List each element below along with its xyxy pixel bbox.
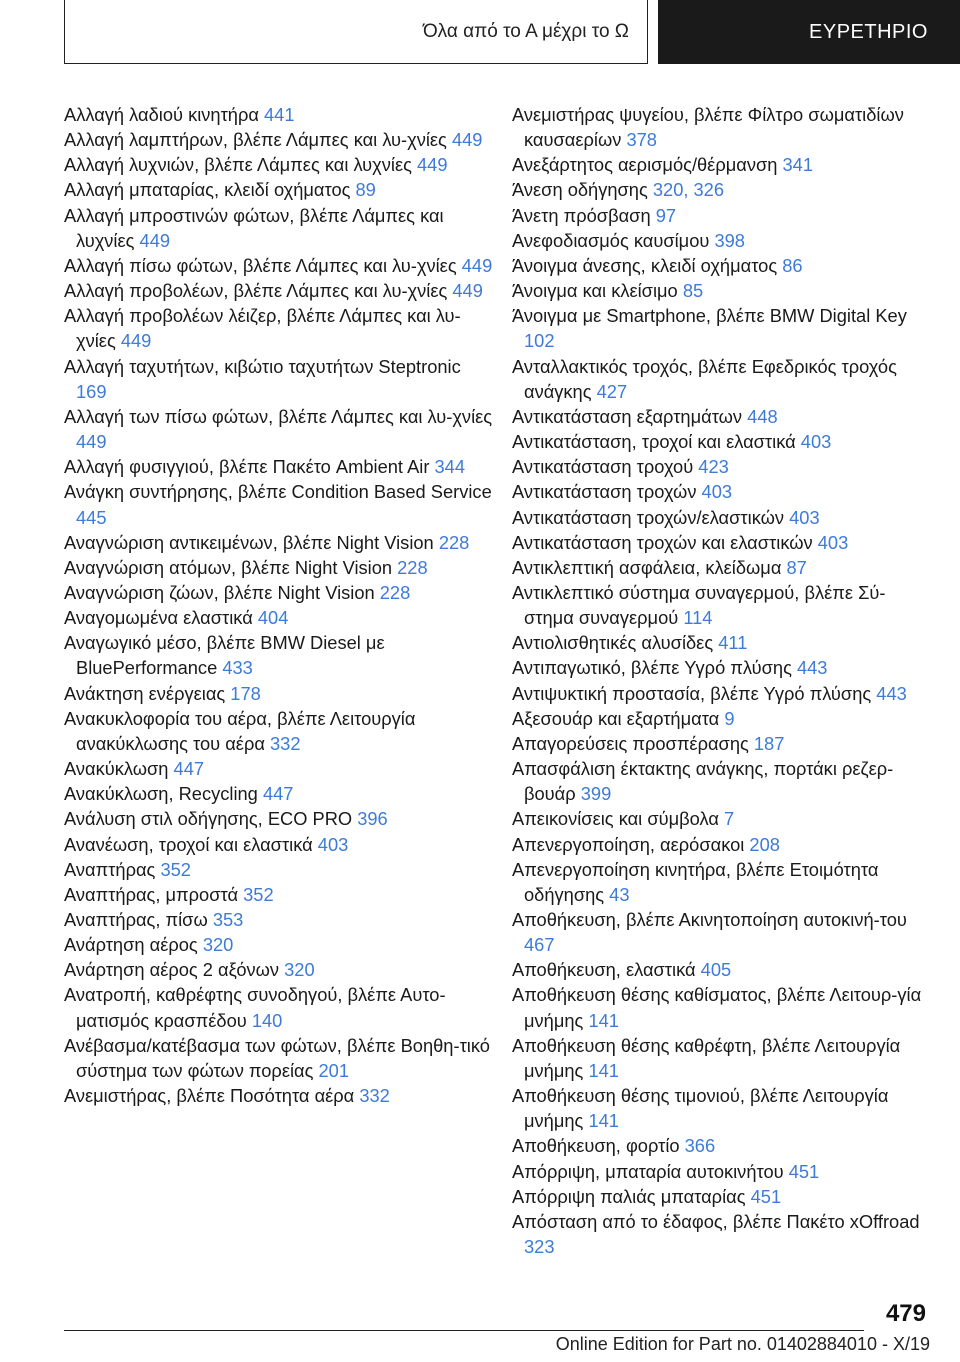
index-entry-text: Απόσταση από το έδαφος, βλέπε Πακέτο xOffroad — [512, 1210, 920, 1232]
index-entry-text: Ανακύκλωση, Recycling — [64, 783, 263, 805]
index-page-link[interactable]: 228 — [379, 581, 411, 603]
index-page-link[interactable]: 89 — [355, 179, 376, 201]
index-entry-text: Αντικατάσταση τροχού — [512, 456, 699, 478]
index-entry — [64, 404, 494, 454]
index-page-link[interactable]: 323 — [524, 1236, 555, 1258]
index-entry-text: Απασφάλιση έκτακτης ανάγκης, πορτάκι ρεζερ‐βουάρ — [512, 758, 894, 805]
index-entry-text: Ανεμιστήρας, βλέπε Ποσότητα αέρα — [64, 1085, 360, 1107]
index-entry — [512, 857, 932, 907]
header-section-tab[interactable] — [658, 0, 960, 64]
index-entry — [64, 630, 494, 680]
index-entry — [512, 1033, 932, 1083]
header-section-label: ΕΥΡΕΤΗΡΙΟ — [809, 20, 928, 43]
index-entry-text: Άνεση οδήγησης — [512, 179, 653, 201]
index-page-link[interactable]: 9 — [724, 707, 735, 729]
index-entry — [64, 177, 494, 202]
index-entry-text: Ανακυκλοφορία του αέρα, βλέπε Λειτουργία ανακύκλωσης του αέρα — [64, 707, 416, 754]
index-entry-text: Αντικατάσταση, τροχοί και ελαστικά — [512, 431, 801, 453]
index-entry — [64, 681, 494, 706]
index-entry-text: Αλλαγή προβολέων λέιζερ, βλέπε Λάμπες και λυ‐χνίες — [64, 305, 461, 352]
index-entry — [64, 932, 494, 957]
index-entry — [64, 303, 494, 353]
index-entry — [64, 102, 494, 127]
index-entry — [64, 832, 494, 857]
index-page-link[interactable]: 433 — [222, 657, 253, 679]
index-entry-text: Ανάρτηση αέρος 2 αξόνων — [64, 959, 285, 981]
index-entry — [64, 530, 494, 555]
index-entry-text: Αλλαγή λυχνιών, βλέπε Λάμπες και λυχνίες — [64, 154, 417, 176]
index-entry-text: Άνοιγμα με Smartphone, βλέπε BMW Digital Key — [512, 305, 907, 327]
index-page-link[interactable]: 332 — [359, 1085, 390, 1107]
index-page-link[interactable]: 141 — [588, 1059, 619, 1081]
index-page-link[interactable]: 320 — [202, 934, 234, 956]
index-entry-text: Άνοιγμα άνεσης, κλειδί οχήματος — [512, 254, 783, 276]
index-entry-text: Ανεμιστήρας ψυγείου, βλέπε Φίλτρο σωματιδίων καυσαερίων — [512, 104, 904, 151]
index-page-link[interactable]: 405 — [700, 959, 732, 981]
index-page-link[interactable]: 208 — [749, 833, 780, 855]
index-entry — [64, 203, 494, 253]
index-entry — [512, 832, 932, 857]
index-entry-text: Αλλαγή μπαταρίας, κλειδί οχήματος — [64, 179, 356, 201]
index-page-link[interactable]: 451 — [750, 1185, 782, 1207]
index-entry-text: Αντικατάσταση τροχών/ελαστικών — [512, 506, 790, 528]
index-entry-text: Αλλαγή πίσω φώτων, βλέπε Λάμπες και λυ‐χνίες — [64, 254, 462, 276]
index-page-link[interactable]: 449 — [452, 280, 483, 302]
page-number: 479 — [885, 1300, 926, 1327]
index-page-link[interactable]: 403 — [701, 481, 733, 503]
index-entry-text: Απόρριψη, μπαταρία αυτοκινήτου — [512, 1160, 789, 1182]
index-page-link[interactable]: 86 — [782, 254, 803, 276]
index-entry — [512, 555, 932, 580]
index-page-link[interactable]: 341 — [782, 154, 814, 176]
index-entry — [512, 505, 932, 530]
index-page-link[interactable]: 141 — [588, 1009, 619, 1031]
index-entry-text: Ανέβασμα/κατέβασμα των φώτων, βλέπε Βοηθη‐τικό σύστημα των φώτων πορείας — [64, 1034, 490, 1081]
index-page-link[interactable]: 399 — [580, 783, 612, 805]
index-page-link[interactable]: 449 — [461, 254, 493, 276]
index-entry — [64, 152, 494, 177]
index-page-link[interactable]: 228 — [438, 531, 470, 553]
index-entry-text: Απόρριψη παλιάς μπαταρίας — [512, 1185, 751, 1207]
index-entry-text: Αντικατάσταση εξαρτημάτων — [512, 405, 748, 427]
index-entry — [512, 806, 932, 831]
index-entry-text: Αλλαγή λαδιού κινητήρα — [64, 104, 265, 125]
index-column-right — [512, 102, 932, 1259]
index-page-link[interactable]: 404 — [257, 607, 289, 629]
index-entry — [64, 605, 494, 630]
index-entry-text: Αναπτήρας, μπροστά — [64, 883, 244, 905]
index-page-link[interactable]: 169 — [76, 380, 107, 402]
index-entry — [512, 756, 932, 806]
index-entry — [512, 530, 932, 555]
index-entry — [512, 479, 932, 504]
index-entry-text: Αλλαγή προβολέων, βλέπε Λάμπες και λυ‐χνίες — [64, 280, 453, 302]
index-entry-text: Αναπτήρας — [64, 858, 161, 880]
index-entry-text: Αναγνώριση ζώων, βλέπε Night Vision — [64, 581, 380, 603]
index-page-link[interactable]: 398 — [714, 229, 745, 251]
index-entry — [512, 429, 932, 454]
index-page-link[interactable]: 102 — [524, 330, 555, 352]
index-page-link[interactable]: 449 — [451, 129, 483, 151]
index-page-link[interactable]: 87 — [786, 556, 807, 578]
index-page-link[interactable]: 451 — [788, 1160, 820, 1182]
index-page-link[interactable]: 353 — [212, 909, 244, 930]
index-entry-text: Αποθήκευση, ελαστικά — [512, 959, 701, 981]
index-entry — [64, 354, 494, 404]
index-entry-text: Αποθήκευση, φορτίο — [512, 1135, 685, 1157]
index-entry-text: Ανάκτηση ενέργειας — [64, 682, 231, 704]
index-entry — [64, 882, 494, 907]
index-entry-text: Ανάρτηση αέρος — [64, 934, 203, 956]
index-entry — [512, 203, 932, 228]
index-entry — [512, 630, 932, 655]
index-entry — [64, 957, 494, 982]
index-entry-text: Αλλαγή φυσιγγιού, βλέπε Πακέτο Ambient Air — [64, 456, 435, 478]
index-entry — [512, 1133, 932, 1158]
index-entry — [512, 152, 932, 177]
index-entry — [512, 303, 932, 353]
index-entry-text: Αντιψυκτική προστασία, βλέπε Υγρό πλύσης — [512, 682, 877, 704]
index-entry-text: Ανάλυση στιλ οδήγησης, ECO PRO — [64, 808, 358, 830]
index-entry-text: Αποθήκευση, βλέπε Ακινητοποίηση αυτοκινή‐του — [512, 909, 907, 930]
index-entry-text: Αναγομωμένα ελαστικά — [64, 607, 258, 629]
index-page-link[interactable]: 140 — [251, 1009, 283, 1031]
index-entry — [512, 580, 932, 630]
index-entry-text: Αντικατάσταση τροχών και ελαστικών — [512, 531, 818, 553]
index-entry — [512, 681, 932, 706]
index-entry — [512, 354, 932, 404]
index-entry-text: Αποθήκευση θέσης καθρέφτη, βλέπε Λειτουργία μνήμης — [512, 1034, 901, 1081]
index-entry — [512, 982, 932, 1032]
index-page-link[interactable]: 141 — [588, 1110, 619, 1132]
index-entry-text: Αποθήκευση θέσης τιμονιού, βλέπε Λειτουργία μνήμης — [512, 1085, 889, 1132]
index-entry — [512, 253, 932, 278]
index-page-link[interactable]: 332 — [270, 732, 301, 754]
index-page-link[interactable]: 403 — [317, 833, 349, 855]
index-entry — [64, 253, 494, 278]
index-page-link[interactable]: 403 — [817, 531, 849, 553]
index-entry — [64, 982, 494, 1032]
index-page-link[interactable]: 403 — [800, 431, 832, 453]
index-page-link[interactable]: 423 — [698, 456, 729, 478]
index-page-link[interactable]: 97 — [655, 204, 677, 226]
index-entry — [64, 706, 494, 756]
index-entry — [64, 454, 494, 479]
index-page-link[interactable]: 447 — [173, 758, 205, 780]
index-page-link[interactable]: 378 — [626, 129, 657, 151]
index-page-link[interactable]: 449 — [417, 154, 448, 176]
index-entry-text: Αντικλεπτικό σύστημα συναγερμού, βλέπε Σύ‐στημα συναγερμού — [512, 581, 886, 629]
index-page-link[interactable]: 85 — [682, 280, 704, 302]
index-entry-text: Αντιολισθητικές αλυσίδες — [512, 632, 719, 654]
index-page-link[interactable]: 352 — [243, 883, 274, 905]
index-page-link[interactable]: 201 — [318, 1059, 350, 1081]
index-page-link[interactable]: 228 — [397, 556, 428, 578]
header-title: Όλα από το Α μέχρι το Ω — [422, 20, 629, 42]
index-page-link[interactable]: 448 — [747, 405, 778, 427]
index-entry-text: Άνοιγμα και κλείσιμο — [512, 280, 683, 302]
index-entry — [64, 580, 494, 605]
index-entry — [64, 479, 494, 529]
index-entry — [512, 655, 932, 680]
index-page-link[interactable]: 449 — [76, 431, 107, 453]
index-page-link[interactable]: 447 — [262, 783, 294, 805]
index-entry — [64, 781, 494, 806]
index-entry — [512, 731, 932, 756]
index-page-link[interactable]: 403 — [789, 506, 820, 528]
index-entry — [512, 907, 932, 957]
index-entry — [512, 102, 932, 152]
index-entry-text: Ανεφοδιασμός καυσίμου — [512, 229, 715, 251]
index-page-link[interactable]: 178 — [230, 682, 261, 704]
index-entry-text: Αναγνώριση ατόμων, βλέπε Night Vision — [64, 556, 398, 578]
index-page-link[interactable]: 443 — [796, 657, 828, 679]
index-entry — [64, 857, 494, 882]
index-page-link[interactable]: 187 — [753, 732, 785, 754]
index-entry-text: Απενεργοποίηση κινητήρα, βλέπε Ετοιμότητα οδήγησης — [512, 858, 879, 905]
index-page-link[interactable]: 443 — [876, 682, 907, 704]
index-page-link[interactable]: 427 — [596, 380, 628, 402]
index-entry-text: Αναγωγικό μέσο, βλέπε BMW Diesel με BluePerformance — [64, 632, 385, 679]
index-entry — [512, 454, 932, 479]
index-entry-text: Ανεξάρτητος αερισμός/θέρμανση — [512, 154, 783, 176]
index-entry — [512, 228, 932, 253]
index-entry-text: Απαγορεύσεις προσπέρασης — [512, 732, 754, 754]
index-entry-text: Άνετη πρόσβαση — [512, 204, 656, 226]
index-column-left — [64, 102, 494, 1108]
index-entry — [64, 806, 494, 831]
index-entry — [512, 957, 932, 982]
index-entry — [512, 706, 932, 731]
index-entry — [512, 404, 932, 429]
index-entry-text: Αποθήκευση θέσης καθίσματος, βλέπε Λειτουρ‐γία μνήμης — [512, 984, 922, 1031]
index-entry — [64, 1083, 494, 1108]
index-entry-text: Ανανέωση, τροχοί και ελαστικά — [64, 833, 318, 855]
index-entry-text: Αλλαγή ταχυτήτων, κιβώτιο ταχυτήτων Steptronic — [64, 355, 461, 377]
index-entry — [512, 1083, 932, 1133]
index-entry-text: Ανάγκη συντήρησης, βλέπε Condition Based Service — [64, 481, 492, 503]
index-page-link[interactable]: 344 — [434, 456, 466, 478]
index-entry-text: Αλλαγή λαμπτήρων, βλέπε Λάμπες και λυ‐χνίες — [64, 129, 452, 151]
index-entry — [512, 177, 932, 202]
index-entry — [512, 1184, 932, 1209]
index-entry-text: Απεικονίσεις και σύμβολα — [512, 808, 724, 830]
index-entry-text: Ανατροπή, καθρέφτης συνοδηγού, βλέπε Αυτο‐ματισμός κρασπέδου — [64, 984, 446, 1031]
index-entry — [64, 278, 494, 303]
index-entry-text: Αντικλεπτική ασφάλεια, κλείδωμα — [512, 556, 787, 578]
index-entry-text: Αλλαγή μπροστινών φώτων, βλέπε Λάμπες και λυχνίες — [64, 204, 444, 251]
index-entry — [512, 1159, 932, 1184]
index-page-link[interactable]: 7 — [723, 808, 735, 830]
index-page-link[interactable]: 441 — [264, 104, 295, 125]
index-entry-text: Αναγνώριση αντικειμένων, βλέπε Night Vision — [64, 531, 439, 553]
index-entry-text: Αντικατάσταση τροχών — [512, 481, 702, 503]
index-page-link[interactable]: 320 — [284, 959, 315, 981]
index-page-link[interactable]: 449 — [120, 330, 152, 352]
index-entry-text: Αξεσουάρ και εξαρτήματα — [512, 707, 725, 729]
index-page-link[interactable]: 320, 326 — [652, 179, 725, 201]
index-page-link[interactable]: 352 — [160, 858, 191, 880]
index-page-link[interactable]: 411 — [718, 632, 748, 654]
footer-edition: Online Edition for Part no. 01402884010 - X/19 — [555, 1334, 930, 1354]
index-page-link[interactable]: 396 — [357, 808, 388, 830]
index-entry — [64, 907, 494, 932]
index-entry-text: Ανακύκλωση — [64, 758, 174, 780]
index-entry-text: Αναπτήρας, πίσω — [64, 909, 213, 930]
index-entry-text: Αντιπαγωτικό, βλέπε Υγρό πλύσης — [512, 657, 797, 679]
index-entry — [512, 278, 932, 303]
index-entry — [64, 127, 494, 152]
index-page-link[interactable]: 449 — [139, 229, 171, 251]
index-entry-text: Ανταλλακτικός τροχός, βλέπε Εφεδρικός τροχός ανάγκης — [512, 355, 897, 402]
header-title-box — [64, 0, 648, 64]
footer-divider — [64, 1330, 864, 1331]
index-page-link[interactable]: 43 — [609, 883, 630, 905]
index-entry — [64, 1033, 494, 1083]
index-entry — [64, 555, 494, 580]
index-page-link[interactable]: 366 — [684, 1135, 716, 1157]
index-entry-text: Απενεργοποίηση, αερόσακοι — [512, 833, 750, 855]
index-page-link[interactable]: 445 — [76, 506, 107, 528]
index-entry — [512, 1209, 932, 1259]
index-entry-text: Αλλαγή των πίσω φώτων, βλέπε Λάμπες και λυ‐χνίες — [64, 405, 493, 427]
index-page-link[interactable]: 114 — [683, 607, 713, 629]
index-entry — [64, 756, 494, 781]
index-page-link[interactable]: 467 — [524, 934, 555, 956]
